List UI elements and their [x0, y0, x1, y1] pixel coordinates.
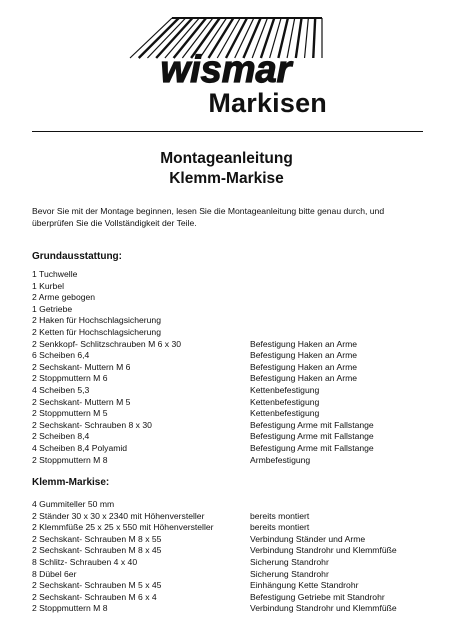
part-purpose [250, 499, 424, 511]
parts-list-klemm-markise [32, 499, 424, 615]
list-item [32, 269, 424, 281]
part-purpose: Verbindung Standrohr und Klemmfüße [250, 545, 397, 556]
list-item [32, 534, 424, 546]
part-purpose: Armbefestigung [250, 454, 311, 465]
part-purpose: Befestigung Haken an Arme [250, 361, 358, 372]
list-item [32, 443, 424, 455]
part-description: 2 Haken für Hochschlagsicherung [32, 315, 161, 326]
part-purpose [250, 304, 424, 316]
part-description: 4 Scheiben 5,3 [32, 384, 90, 395]
list-item [32, 420, 424, 432]
part-description: 2 Sechskant- Schrauben M 6 x 4 [32, 591, 157, 602]
part-description: 8 Schlitz- Schrauben 4 x 40 [32, 556, 138, 567]
part-description: 2 Stoppmuttern M 8 [32, 603, 108, 614]
awning-stripe [296, 18, 302, 58]
part-purpose: Befestigung Arme mit Fallstange [250, 442, 374, 453]
part-description: 2 Sechskant- Schrauben 8 x 30 [32, 419, 152, 430]
list-item [32, 499, 424, 511]
part-description: 1 Kurbel [32, 280, 65, 291]
part-purpose: Verbindung Ständer und Arme [250, 533, 366, 544]
section-heading-klemm-markise: Klemm-Markise: [32, 477, 110, 488]
part-purpose: Befestigung Arme mit Fallstange [250, 431, 374, 442]
document-subtitle: Klemm-Markise [169, 170, 284, 187]
list-item [32, 511, 424, 523]
part-description: 2 Stoppmuttern M 8 [32, 454, 108, 465]
wismar-logo-graphic [122, 14, 330, 140]
part-description: 2 Sechskant- Schrauben M 8 x 55 [32, 533, 162, 544]
list-item [32, 580, 424, 592]
part-purpose: bereits montiert [250, 522, 310, 533]
list-item [32, 304, 424, 316]
list-item [32, 385, 424, 397]
part-description: 4 Gummiteller 50 mm [32, 499, 115, 509]
list-item [32, 327, 424, 339]
part-description: 2 Stoppmuttern M 5 [32, 408, 108, 419]
part-description: 2 Arme gebogen [32, 292, 96, 303]
list-item [32, 522, 424, 534]
brand-wordmark: wismar [160, 49, 292, 91]
part-purpose [250, 269, 424, 281]
part-description: 2 Ständer 30 x 30 x 2340 mit Höhenversteller [32, 510, 205, 521]
document-title: Montageanleitung [160, 150, 293, 167]
list-item [32, 362, 424, 374]
part-purpose: Befestigung Haken an Arme [250, 350, 358, 361]
part-description: 2 Sechskant- Schrauben M 8 x 45 [32, 545, 162, 556]
list-item [32, 569, 424, 581]
list-item [32, 315, 424, 327]
awning-stripe [305, 18, 309, 58]
part-description: 4 Scheiben 8,4 Polyamid [32, 442, 128, 453]
divider-line [32, 131, 423, 132]
list-item [32, 603, 424, 615]
part-description: 6 Scheiben 6,4 [32, 350, 90, 361]
part-description: 2 Ketten für Hochschlagsicherung [32, 326, 161, 337]
part-purpose: Befestigung Haken an Arme [250, 338, 358, 349]
part-description: 2 Stoppmuttern M 6 [32, 373, 108, 384]
list-item [32, 545, 424, 557]
part-purpose: Sicherung Standrohr [250, 568, 329, 579]
list-item [32, 397, 424, 409]
part-description: 1 Tuchwelle [32, 269, 78, 279]
part-purpose: Kettenbefestigung [250, 384, 320, 395]
part-description: 2 Scheiben 8,4 [32, 431, 90, 442]
part-purpose: Kettenbefestigung [250, 408, 320, 419]
list-item [32, 455, 424, 467]
part-purpose: bereits montiert [250, 510, 310, 521]
wismar-logo [122, 14, 330, 140]
brand-subtitle: Markisen [208, 88, 327, 118]
part-purpose [250, 281, 424, 293]
part-description: 8 Dübel 6er [32, 568, 77, 579]
part-purpose: Verbindung Standrohr und Klemmfüße [250, 603, 397, 614]
awning-stripe [313, 18, 315, 58]
part-description: 2 Sechskant- Muttern M 6 [32, 361, 131, 372]
part-purpose: Befestigung Haken an Arme [250, 373, 358, 384]
list-item [32, 292, 424, 304]
part-purpose [250, 315, 424, 327]
intro-paragraph: Bevor Sie mit der Montage beginnen, lesen Sie die Montageanleitung bitte genau durch, und überprüfen Sie die Vollständigkeit der Teile. [32, 206, 385, 228]
part-purpose [250, 327, 424, 339]
parts-list-grundausstattung [32, 269, 424, 466]
list-item [32, 557, 424, 569]
part-description: 2 Sechskant- Schrauben M 5 x 45 [32, 580, 162, 591]
part-description: 1 Getriebe [32, 303, 73, 314]
part-purpose: Sicherung Standrohr [250, 556, 329, 567]
list-item [32, 431, 424, 443]
part-purpose: Kettenbefestigung [250, 396, 320, 407]
section-heading-grundausstattung: Grundausstattung: [32, 251, 122, 262]
list-item [32, 408, 424, 420]
list-item [32, 281, 424, 293]
list-item [32, 373, 424, 385]
part-purpose [250, 292, 424, 304]
part-description: 2 Klemmfüße 25 x 25 x 550 mit Höhenversteller [32, 522, 214, 533]
part-description: 2 Senkkopf- Schlitzschrauben M 6 x 30 [32, 338, 182, 349]
list-item [32, 350, 424, 362]
part-purpose: Einhängung Kette Standrohr [250, 580, 359, 591]
part-purpose: Befestigung Getriebe mit Standrohr [250, 591, 385, 602]
list-item [32, 592, 424, 604]
list-item [32, 339, 424, 351]
part-description: 2 Sechskant- Muttern M 5 [32, 396, 131, 407]
part-purpose: Befestigung Arme mit Fallstange [250, 419, 374, 430]
